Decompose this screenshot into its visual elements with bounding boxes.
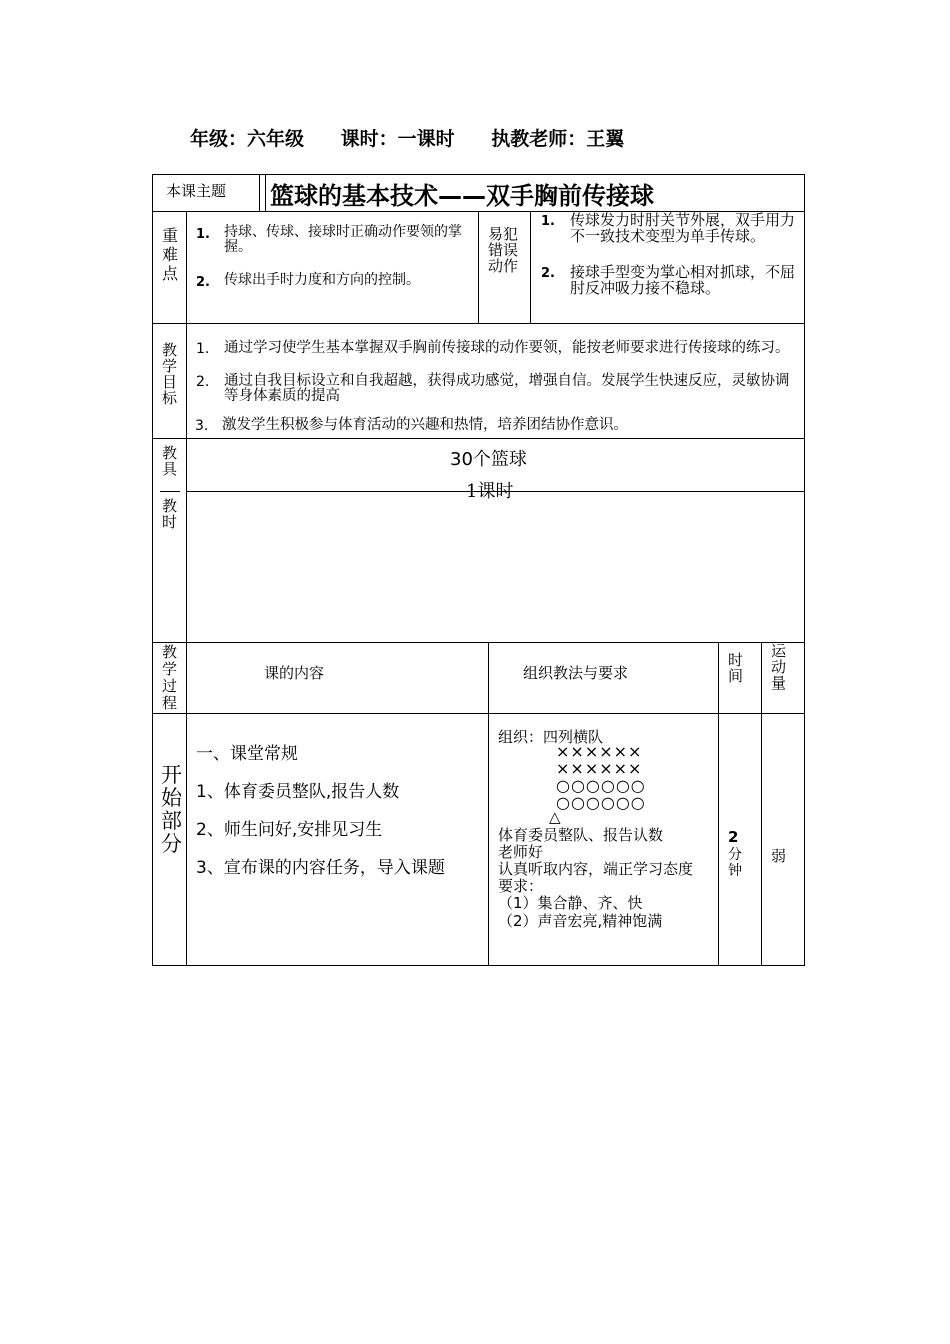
- section-start-label: 开始部分: [161, 763, 182, 856]
- grade-text: 年级：六年级: [190, 128, 305, 150]
- objective-num-1: 1.: [196, 341, 210, 357]
- method-line-6: （2）声音宏亮,精神饱满: [498, 912, 663, 930]
- method-line-2: 老师好: [498, 843, 544, 861]
- difficulty-num-2: 2.: [196, 275, 210, 290]
- objective-item-1: 通过学习使学生基本掌握双手胸前传接球的动作要领，能按老师要求进行传接球的练习。: [224, 340, 790, 356]
- difficulty-item-1: 持球、传球、接球时正确动作要领的掌握。: [224, 224, 462, 255]
- content-line-2: 1、体育委员整队,报告人数: [196, 782, 400, 802]
- period-text: 课时：一课时: [340, 128, 455, 150]
- objective-num-3: 3.: [195, 418, 209, 434]
- error-item-1: 传球发力时肘关节外展，双手用力不一致技术变型为单手传球。: [570, 211, 796, 245]
- content-line-3: 2、师生问好,安排见习生: [196, 820, 383, 840]
- objectives-label: 教学目标: [162, 341, 178, 407]
- difficulty-num-1: 1.: [196, 227, 210, 242]
- org-title: 组织：四列横队: [498, 728, 604, 746]
- col-content-header: 课的内容: [264, 664, 325, 682]
- method-line-1: 体育委员整队、报告认数: [498, 826, 664, 844]
- teacher-mark: △: [549, 808, 561, 826]
- method-line-4: 要求：: [498, 877, 544, 895]
- method-line-5: （1）集合静、齐、快: [498, 894, 643, 912]
- formation-row-3: ○○○○○○: [556, 776, 646, 795]
- topic-label: 本课主题: [166, 182, 227, 200]
- error-item-2: 接球手型变为掌心相对抓球，不屈肘反冲吸力接不稳球。: [570, 263, 796, 297]
- topic-title: 篮球的基本技术——双手胸前传接球: [270, 182, 654, 210]
- objective-item-3: 激发学生积极参与体育活动的兴趣和热情，培养团结协作意识。: [222, 417, 628, 433]
- col-load-header: 运动量: [771, 642, 787, 692]
- method-line-3: 认真听取内容，端正学习态度: [498, 860, 694, 878]
- col-time-header: 时间: [728, 651, 744, 685]
- objective-item-2: 通过自我目标设立和自我超越，获得成功感觉，增强自信。发展学生快速反应，灵敏协调等身体素质的提高: [224, 373, 790, 404]
- difficulty-label: 重难点: [162, 226, 179, 283]
- content-line-1: 一、课堂常规: [196, 744, 298, 764]
- load-value: 弱: [771, 847, 787, 865]
- time-unit: 分钟: [728, 847, 742, 879]
- formation-row-2: ××××××: [556, 759, 643, 778]
- equipment-value: 30个篮球: [450, 449, 527, 470]
- difficulty-item-2: 传球出手时力度和方向的控制。: [224, 272, 420, 288]
- formation-row-4: ○○○○○○: [556, 793, 646, 812]
- time-value: 1课时: [466, 481, 514, 502]
- process-label: 教学过程: [162, 643, 178, 712]
- formation-row-1: ××××××: [556, 742, 643, 761]
- errors-label: 易犯错误动作: [488, 225, 519, 275]
- content-line-4: 3、宣布课的内容任务，导入课题: [196, 858, 445, 878]
- col-method-header: 组织教法与要求: [523, 664, 629, 682]
- teacher-text: 执教老师：王翼: [491, 128, 625, 150]
- time-label: 教时: [162, 497, 178, 531]
- equipment-label: 教具: [162, 444, 178, 478]
- error-num-1: 1.: [541, 214, 555, 229]
- time-number: 2: [728, 828, 739, 846]
- objective-num-2: 2.: [196, 374, 210, 390]
- error-num-2: 2.: [541, 266, 555, 281]
- header-line: [190, 124, 624, 151]
